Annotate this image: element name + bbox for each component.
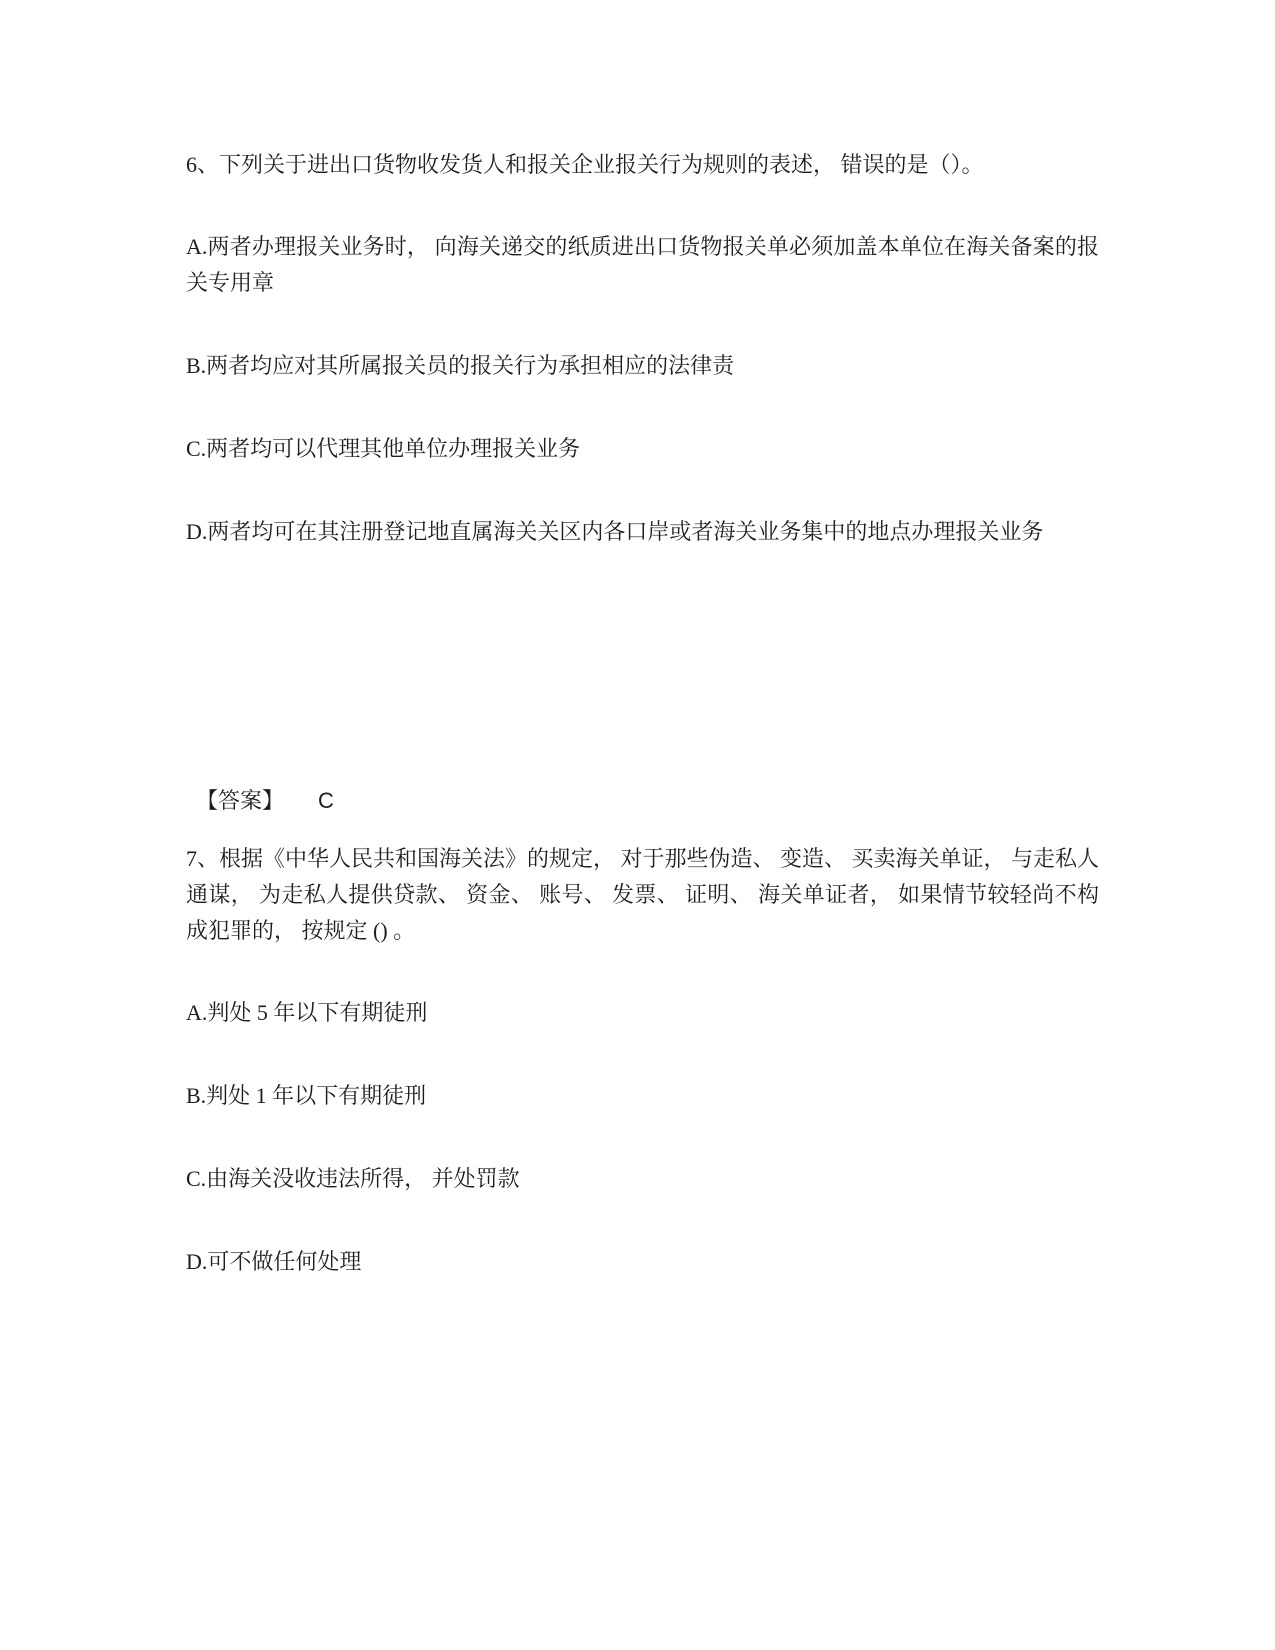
question-6-block <box>186 147 1099 819</box>
question-6-answer-line <box>186 783 1099 819</box>
question-7-block <box>186 841 1099 1280</box>
question-6-option-c: C.两者均可以代理其他单位办理报关业务 <box>186 436 581 461</box>
question-7-text: 7、根据《中华人民共和国海关法》的规定， 对于那些伪造、 变造、 买卖海关单证， 与走私人通谋， 为走私人提供贷款、 资金、 账号、 发票、 证明、 海关单证者， 如果情节较轻尚不构成犯罪的， 按规定 () 。 <box>186 846 1100 943</box>
question-7-option-b: B.判处 1 年以下有期徒刑 <box>186 1083 427 1108</box>
answer-value: C <box>318 788 334 813</box>
answer-label: 【答案】 <box>196 788 285 813</box>
question-6-option-d: D.两者均可在其注册登记地直属海关关区内各口岸或者海关业务集中的地点办理报关业务 <box>186 519 1044 544</box>
question-6-option-b: B.两者均应对其所属报关员的报关行为承担相应的法律责 <box>186 353 735 378</box>
question-7-option-a: A.判处 5 年以下有期徒刑 <box>186 1000 428 1025</box>
question-6-option-a: A.两者办理报关业务时， 向海关递交的纸质进出口货物报关单必须加盖本单位在海关备案的报关专用章 <box>186 234 1099 295</box>
question-7-option-c: C.由海关没收违法所得， 并处罚款 <box>186 1166 520 1191</box>
question-7-option-d: D.可不做任何处理 <box>186 1249 362 1274</box>
question-6-text: 6、下列关于进出口货物收发货人和报关企业报关行为规则的表述， 错误的是（）。 <box>186 152 984 177</box>
